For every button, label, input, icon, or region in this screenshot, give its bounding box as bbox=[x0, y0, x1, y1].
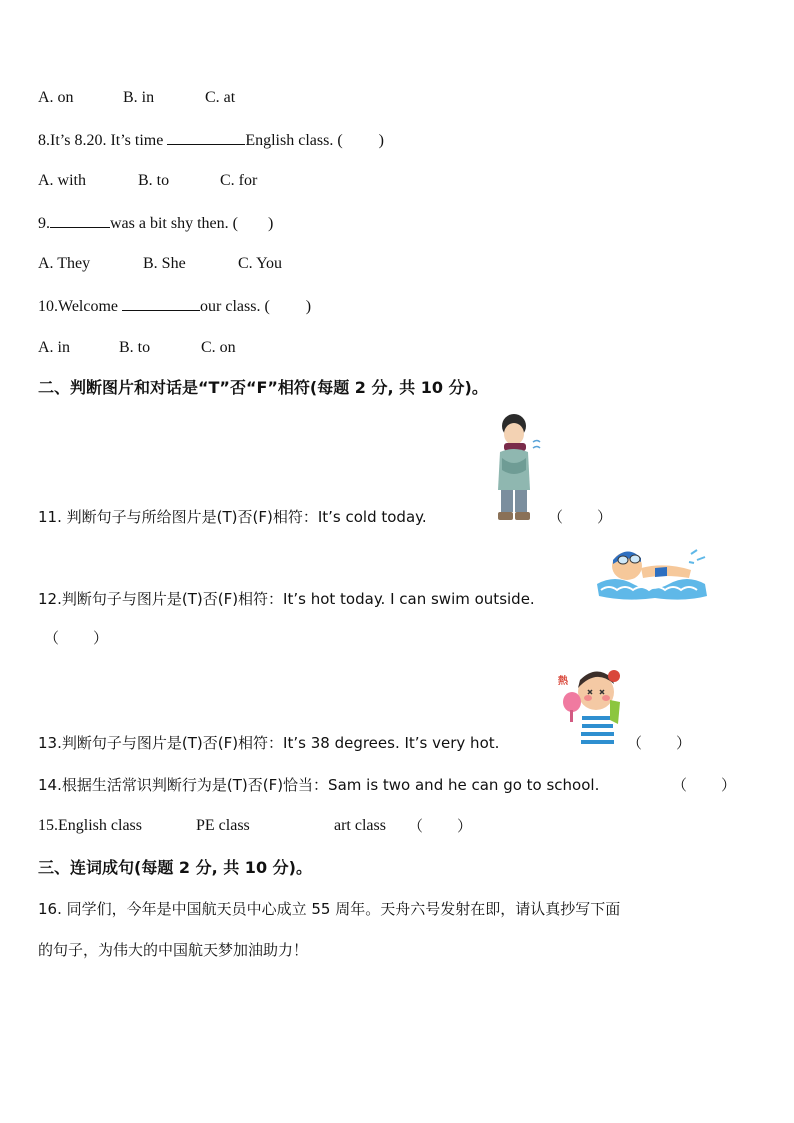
q9-suffix: was a bit shy then. ( bbox=[110, 215, 238, 232]
q13-question bbox=[38, 733, 499, 753]
q8-answer-blank[interactable] bbox=[167, 130, 245, 145]
q9-options bbox=[38, 254, 283, 274]
q16-line-2: 的句子，为伟大的中国航天梦加油助力！ bbox=[38, 941, 309, 959]
q8-suffix: English class. ( bbox=[245, 132, 343, 149]
q13-answer-paren[interactable]: （ ） bbox=[627, 734, 692, 752]
q16-line-1: 16. 同学们，今年是中国航天员中心成立 55 周年。天舟六号发射在即，请认真抄写下面 bbox=[38, 900, 621, 918]
q9-question bbox=[38, 213, 273, 234]
q10-close: ) bbox=[305, 298, 312, 315]
q9-option-b: B. She bbox=[143, 255, 186, 272]
q7-option-b: B. in bbox=[123, 89, 155, 106]
q15-item-a: 15.English class bbox=[38, 817, 142, 834]
q9-option-a: A. They bbox=[38, 255, 91, 272]
q9-prefix: 9. bbox=[38, 215, 50, 232]
cold-man-picture bbox=[492, 412, 542, 524]
q13-text: 13.判断句子与图片是(T)否(F)相符：It’s 38 degrees. It’s very hot. bbox=[38, 734, 500, 752]
q9-close: ) bbox=[267, 215, 274, 232]
q8-question bbox=[38, 130, 384, 151]
q8-option-a: A. with bbox=[38, 172, 86, 189]
hot-sign: 熱 bbox=[558, 676, 568, 687]
q10-prefix: 10.Welcome bbox=[38, 298, 123, 315]
q10-option-c: C. on bbox=[201, 339, 236, 356]
q7-option-c: C. at bbox=[205, 89, 236, 106]
q11-question bbox=[38, 507, 427, 527]
q14-question bbox=[38, 775, 599, 795]
q7-options bbox=[38, 88, 236, 108]
q12-text: 12.判断句子与图片是(T)否(F)相符：It’s hot today. I can swim outside. bbox=[38, 590, 535, 608]
q15-item-b: PE class bbox=[196, 817, 250, 834]
q15-question bbox=[38, 816, 386, 836]
q8-option-b: B. to bbox=[138, 172, 170, 189]
q10-answer-blank[interactable] bbox=[122, 296, 200, 311]
q12-answer-paren[interactable]: （ ） bbox=[44, 629, 109, 647]
q8-prefix: 8.It’s 8.20. It’s time bbox=[38, 132, 168, 149]
q8-close: ) bbox=[378, 132, 384, 149]
hot-girl-picture bbox=[552, 666, 624, 750]
q15-item-c: art class bbox=[334, 817, 386, 834]
section2-heading: 二、判断图片和对话是“T”否“F”相符(每题 2 分, 共 10 分)。 bbox=[38, 378, 488, 397]
q8-options bbox=[38, 171, 258, 191]
q10-question bbox=[38, 296, 311, 317]
q10-suffix: our class. ( bbox=[200, 298, 270, 315]
q10-option-a: A. in bbox=[38, 339, 70, 356]
q14-answer-paren[interactable]: （ ） bbox=[672, 776, 737, 794]
q10-option-b: B. to bbox=[119, 339, 151, 356]
q11-answer-paren[interactable]: （ ） bbox=[548, 508, 613, 526]
q9-answer-blank[interactable] bbox=[50, 213, 110, 228]
q8-option-c: C. for bbox=[220, 172, 258, 189]
q11-text: 11. 判断句子与所给图片是(T)否(F)相符：It’s cold today. bbox=[38, 508, 427, 526]
swimmer-picture bbox=[595, 540, 713, 602]
q12-question bbox=[38, 589, 535, 609]
q15-answer-paren[interactable]: （ ） bbox=[408, 817, 473, 835]
q7-option-a: A. on bbox=[38, 89, 74, 106]
q9-option-c: C. You bbox=[238, 255, 283, 272]
section3-heading: 三、连词成句(每题 2 分, 共 10 分)。 bbox=[38, 858, 312, 877]
q10-options bbox=[38, 338, 236, 358]
q14-text: 14.根据生活常识判断行为是(T)否(F)恰当：Sam is two and he can go to school. bbox=[38, 776, 600, 794]
